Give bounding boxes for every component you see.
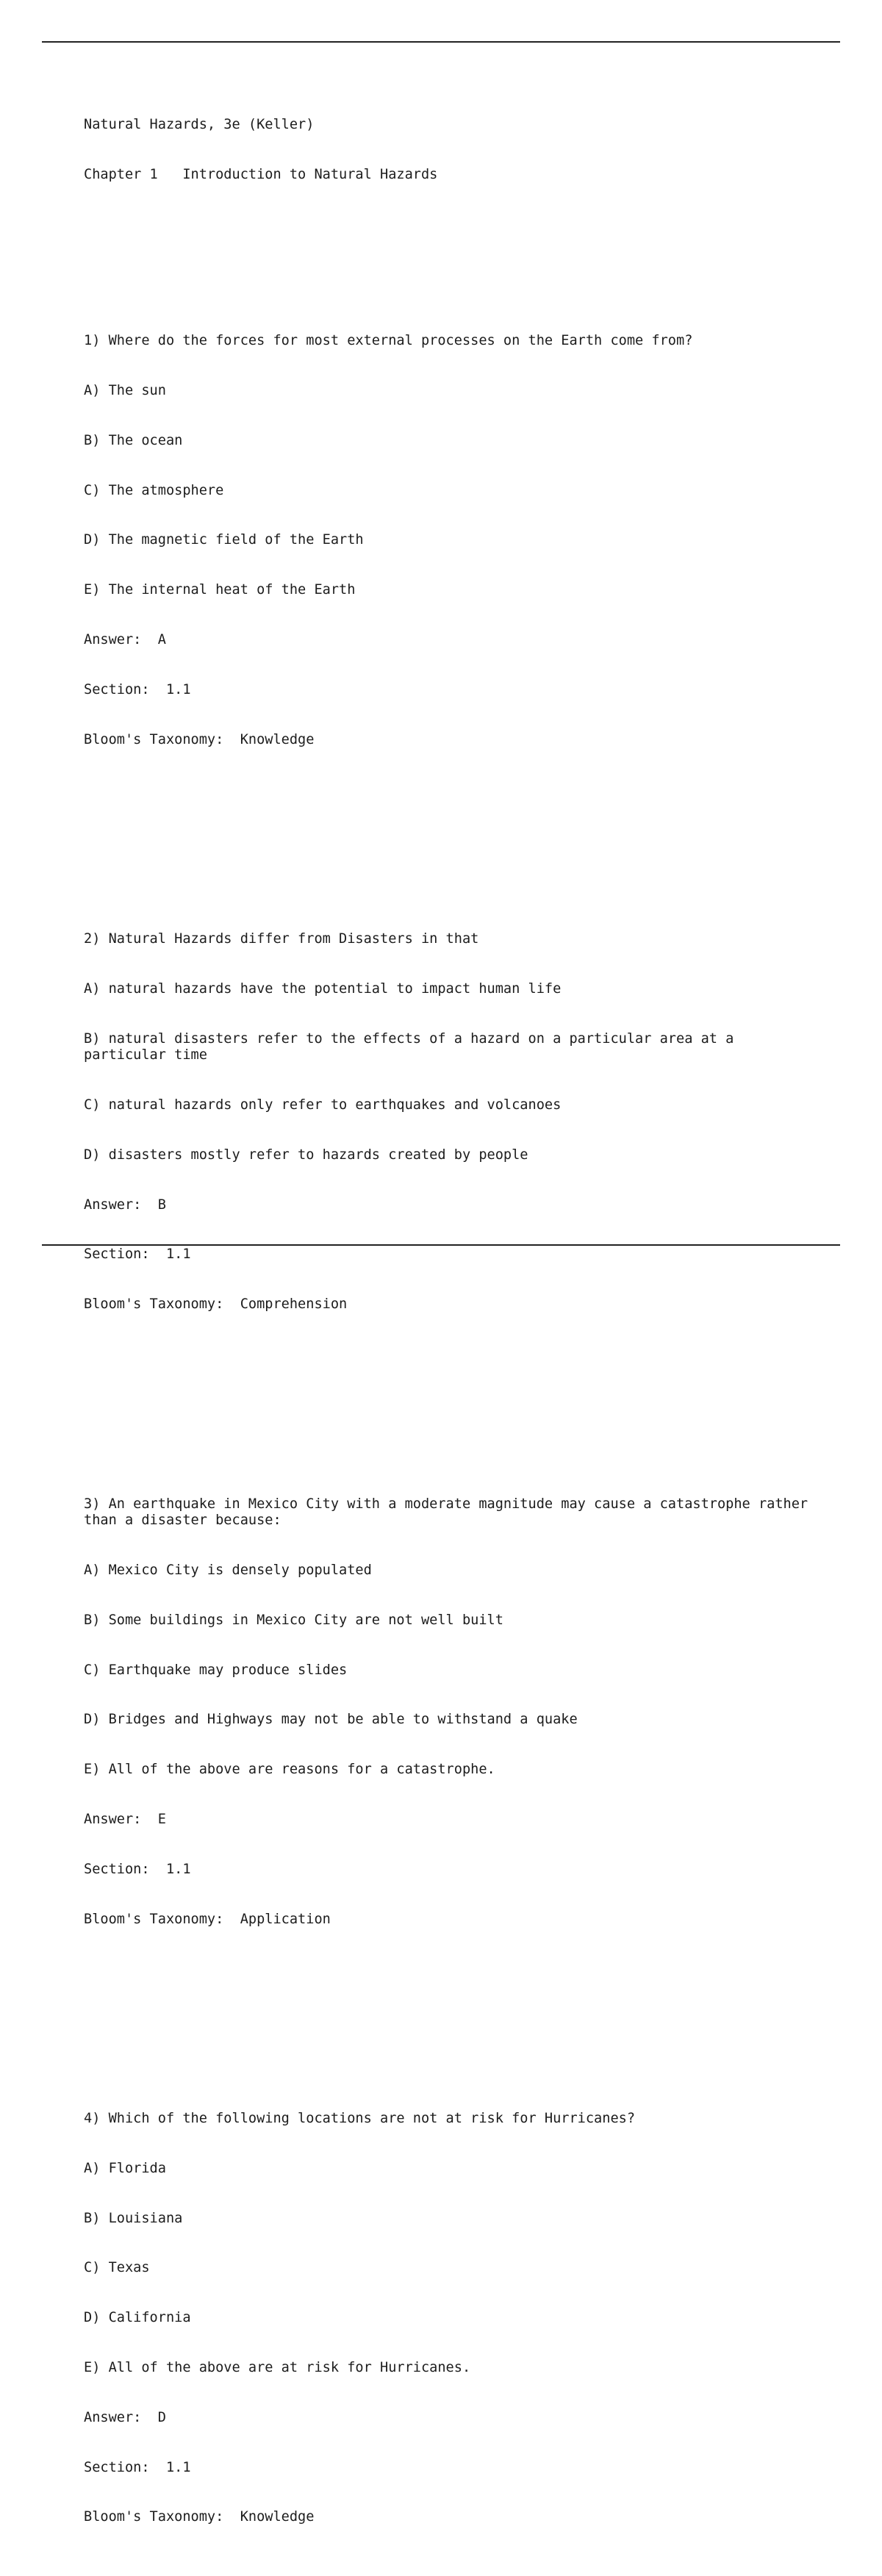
question-prompt: 3) An earthquake in Mexico City with a moderate magnitude may cause a catastrophe rather than a disaster because:: [84, 1496, 817, 1529]
question-4: [84, 2078, 819, 2559]
option-d: D) disasters mostly refer to hazards created by people: [84, 1147, 528, 1163]
spacer: [84, 815, 819, 832]
answer-line: Answer: D: [84, 2409, 166, 2425]
option-c: C) The atmosphere: [84, 482, 224, 498]
option-b: B) The ocean: [84, 432, 183, 448]
question-prompt: 4) Which of the following locations are not at risk for Hurricanes?: [84, 2111, 636, 2127]
question-prompt: 1) Where do the forces for most external processes on the Earth come from?: [84, 333, 693, 349]
section-line: Section: 1.1: [84, 2459, 191, 2475]
option-a: A) natural hazards have the potential to impact human life: [84, 980, 562, 997]
option-a: A) The sun: [84, 383, 166, 399]
question-prompt: 2) Natural Hazards differ from Disasters in that: [84, 931, 479, 947]
option-d: D) Bridges and Highways may not be able to withstand a quake: [84, 1712, 578, 1728]
answer-line: Answer: B: [84, 1196, 166, 1213]
option-a: A) Florida: [84, 2160, 166, 2176]
taxonomy-line: Bloom's Taxonomy: Application: [84, 1911, 331, 1927]
taxonomy-line: Bloom's Taxonomy: Comprehension: [84, 1296, 348, 1313]
option-e: E) All of the above are at risk for Hurricanes.: [84, 2359, 471, 2375]
spacer: [84, 1380, 819, 1396]
section-line: Section: 1.1: [84, 1246, 191, 1263]
spacer: [84, 1995, 819, 2012]
question-1: [84, 300, 819, 781]
top-rule: [42, 41, 840, 43]
section-line: Section: 1.1: [84, 681, 191, 697]
option-e: E) All of the above are reasons for a catastrophe.: [84, 1762, 495, 1778]
taxonomy-line: Bloom's Taxonomy: Knowledge: [84, 2509, 315, 2525]
answer-line: Answer: A: [84, 632, 166, 647]
spacer: [84, 217, 819, 234]
option-b: B) Some buildings in Mexico City are not well built: [84, 1612, 503, 1628]
taxonomy-line: Bloom's Taxonomy: Knowledge: [84, 731, 315, 747]
bottom-rule: [42, 1244, 840, 1246]
document-body: [84, 84, 819, 2576]
option-b: B) Louisiana: [84, 2210, 183, 2226]
chapter-title: Chapter 1 Introduction to Natural Hazards: [84, 166, 438, 182]
option-c: C) Texas: [84, 2260, 150, 2276]
option-c: C) Earthquake may produce slides: [84, 1662, 348, 1678]
option-d: D) The magnetic field of the Earth: [84, 532, 364, 548]
book-title: Natural Hazards, 3e (Keller): [84, 117, 315, 133]
option-d: D) California: [84, 2310, 191, 2326]
question-3: [84, 1463, 819, 1962]
option-b: B) natural disasters refer to the effects of a hazard on a particular area at a particular time: [84, 1030, 742, 1063]
section-line: Section: 1.1: [84, 1861, 191, 1877]
option-e: E) The internal heat of the Earth: [84, 582, 356, 598]
option-c: C) natural hazards only refer to earthquakes and volcanoes: [84, 1097, 562, 1113]
question-2: [84, 898, 819, 1346]
option-a: A) Mexico City is densely populated: [84, 1563, 372, 1579]
answer-line: Answer: E: [84, 1811, 166, 1827]
